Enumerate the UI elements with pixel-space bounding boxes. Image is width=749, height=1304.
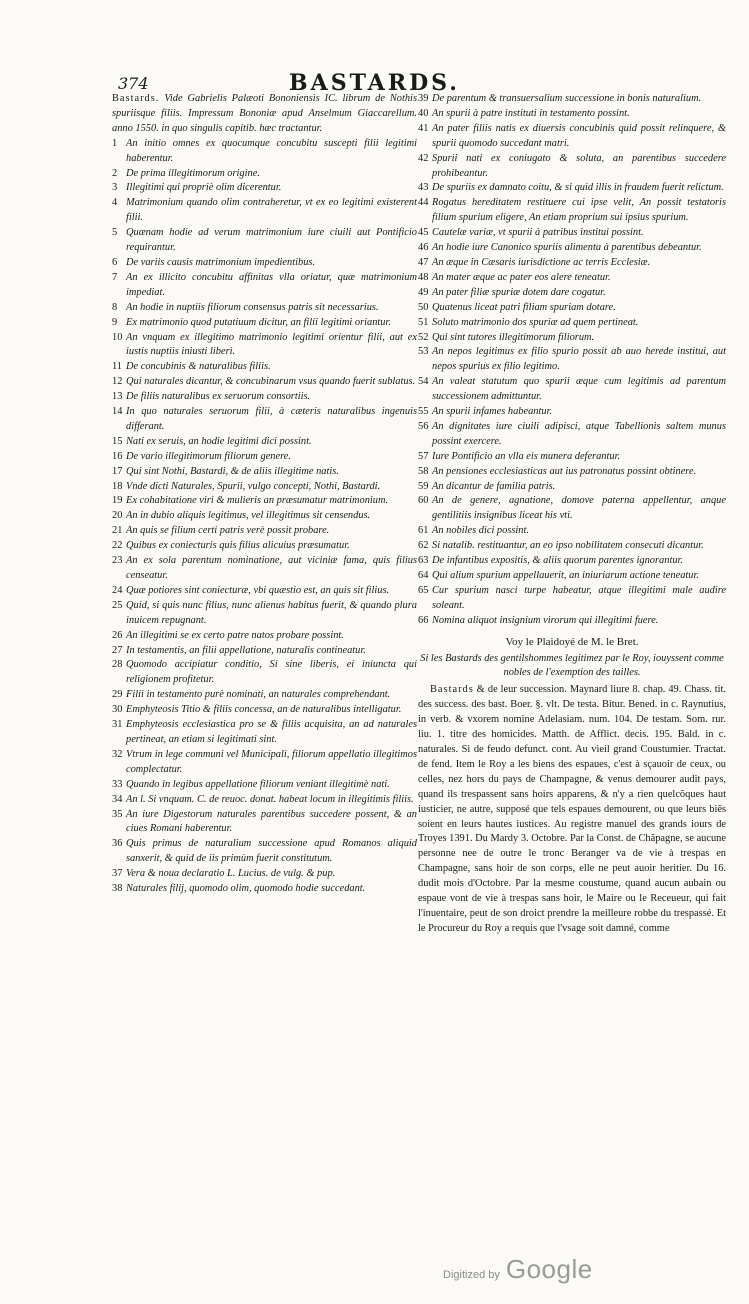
item-number: 17	[112, 465, 123, 477]
list-item	[112, 808, 417, 838]
item-text: Ex cohabitatione viri & mulieris an præsumatur matrimonium.	[126, 495, 389, 507]
item-text: Nomina aliquot insignium virorum qui illegitimi fuere.	[432, 614, 659, 626]
item-number: 8	[112, 301, 118, 313]
section-question: Si les Bastards des gentilshommes legitimez par le Roy, iouyssent comme nobles de l'exemption des tailles.	[420, 652, 724, 679]
right-item-list	[418, 92, 726, 629]
list-item	[112, 748, 417, 778]
see-also-note: Voy le Plaidoyé de M. le Bret.	[505, 635, 639, 648]
item-number: 18	[112, 480, 123, 492]
list-item	[418, 614, 726, 629]
item-number: 14	[112, 406, 123, 418]
item-number: 57	[418, 450, 429, 462]
list-item	[418, 122, 726, 152]
list-item	[418, 480, 726, 495]
list-item	[112, 629, 417, 644]
item-text: Quis primus de naturalium successione apud Romanos aliquid sanxerit, & quid de iis primùm fuerit constitutum.	[126, 838, 417, 865]
list-item	[112, 390, 417, 405]
item-text: An pensiones ecclesiasticas aut ius patronatus possint obtinere.	[432, 465, 697, 477]
item-text: De parentum & transuersalium successione in bonis naturalium.	[432, 93, 702, 104]
item-text: Quibus ex coniecturis quis filius alicuius præsumatur.	[126, 540, 350, 552]
item-text: An in dubio aliquis legitimus, vel illegitimus sit censendus.	[126, 510, 371, 522]
list-item	[112, 316, 417, 331]
item-text: Quatenus liceat patri filiam spuriam dotare.	[432, 301, 616, 313]
item-text: Spurii nati ex coniugato & soluta, an parentibus succedere prohibeantur.	[432, 152, 726, 179]
body-text: & de leur succession. Maynard liure 8. chap. 49. Chass. tit. des success. des bast. Boer. §. vlt. De testa. Bitur. Bened. in c. Raynutius, in verb. & vxorem nomine Adelasiam. num. 104. De testam. Som. rur. liu. 1. titre des homicides. Matth. de Afflict. decis. 195. Bald. in c. naturales. Si de feudo defunct. cont. Au vieil grand Coustumier. Tractat. de fend. Item le Roy a les biens des espaues, c'est à sçauoir de ceux, ou celles, nez hors du pays de Champagne, & venus demourer audit pays, quand ils trespassent sans hoirs apparens, & n'y a rien quelcõques haut iusticier, ne autre, supposé que tels espaues demourent, ou que leurs biẽs soient en leurs hautes iustices. Au registre manuel des grands iours de Troyes 1391. Du Mardy 3. Octobre. Par la Const. de Chãpagne, se aucune personne nee de outre le tronc Beranger va de vie à trespas en Champagne, sans hoir de son corps, elle ne peut auoir heritier. Du 16. dudit mois d'Octobre. Par la mesme coustume, quand aucun aubain ou espaue vont de vie à trespas sans hoir, le Maire ou le Receueur, qui fait l'inuentaire, peut de son droict prendre la meilleure robbe du trespassé. Et le Procureur du Roy a requis que l'vsage soit damné, comme	[418, 684, 726, 934]
item-number: 41	[418, 122, 429, 134]
item-text: De concubinis & naturalibus filiis.	[126, 361, 271, 373]
item-text: Illegitimi qui propriè olim dicerentur.	[126, 182, 282, 194]
item-text: An de genere, agnatione, domove paterna appellentur, anque gentilitiis insignibus liceat his vti.	[432, 495, 726, 522]
list-item	[418, 450, 726, 465]
item-number: 48	[418, 271, 429, 283]
list-item	[112, 778, 417, 793]
item-number: 50	[418, 301, 429, 313]
page-number: 374	[118, 74, 149, 93]
item-text: De vario illegitimorum filiorum genere.	[126, 450, 291, 462]
item-text: In testamentis, an filii appellatione, naturalis contineatur.	[126, 644, 366, 656]
digitized-by-label: Digitized by	[443, 1269, 500, 1281]
item-number: 26	[112, 629, 123, 641]
list-item	[112, 837, 417, 867]
item-number: 7	[112, 271, 118, 283]
list-item	[418, 331, 726, 346]
item-text: Emphyteosis ecclesiastica pro se & filiis acquisita, an ad naturales pertineat, an etiam si legitimati sint.	[126, 719, 417, 745]
list-item	[418, 345, 726, 375]
list-item	[418, 420, 726, 450]
list-item	[112, 256, 417, 271]
item-number: 5	[112, 227, 118, 239]
list-item	[418, 286, 726, 301]
item-number: 39	[418, 93, 429, 104]
item-number: 24	[112, 584, 123, 596]
left-item-list	[112, 137, 417, 897]
list-item	[418, 405, 726, 420]
item-number: 10	[112, 331, 123, 343]
item-number: 15	[112, 435, 123, 447]
right-column	[418, 92, 726, 937]
item-number: 60	[418, 495, 429, 507]
item-text: De infantibus expositis, & aliis quorum parentes ignorantur.	[432, 555, 684, 567]
item-number: 47	[418, 256, 429, 268]
list-item	[112, 494, 417, 509]
item-text: Quando in legibus appellatione filiorum veniant illegitimè nati.	[126, 778, 390, 790]
item-text: Quomodo accipiatur conditio, Si sine liberis, ei iniuncta qui religionem profitetur.	[126, 659, 417, 686]
item-number: 31	[112, 719, 123, 731]
item-text: An hodie iure Canonico spuriis alimenta à parentibus debeantur.	[432, 242, 702, 254]
list-item	[418, 524, 726, 539]
list-item	[112, 137, 417, 167]
item-number: 58	[418, 465, 429, 477]
item-text: An nobiles dici possint.	[432, 525, 529, 537]
watermark	[443, 1254, 593, 1285]
item-number: 9	[112, 316, 118, 328]
item-text: Quæ potiores sint coniecturæ, vbi quæstio est, an quis sit filius.	[126, 584, 390, 596]
item-number: 55	[418, 406, 429, 418]
item-number: 53	[418, 346, 429, 358]
item-text: Si natalib. restituantur, an eo ipso nobilitatem consecuti dicantur.	[432, 540, 704, 552]
list-item	[112, 599, 417, 629]
item-text: Soluto matrimonio dos spuriæ ad quem pertineat.	[432, 316, 639, 328]
item-number: 11	[112, 361, 123, 373]
left-column	[112, 92, 417, 897]
item-number: 2	[112, 167, 118, 179]
item-text: Quid, si quis nunc filius, nunc alienus habitus fuerit, & quando plura inuicem repugnant.	[126, 599, 417, 626]
list-item	[112, 405, 417, 435]
item-number: 21	[112, 525, 123, 537]
item-number: 43	[418, 182, 429, 194]
item-number: 36	[112, 838, 123, 850]
item-number: 34	[112, 793, 123, 805]
item-text: Rogatus hereditatem restituere cui ipse velit, An possit testatoris filium spurium eligere, An etiam proprium sui ipsius spurium.	[432, 197, 726, 224]
list-item	[112, 271, 417, 301]
item-text: An spurii infames habeantur.	[432, 406, 553, 418]
list-item	[112, 181, 417, 196]
item-text: An pater filiis natis ex diuersis concubinis quid possit relinquere, & spurii quomodo succedant matri.	[432, 122, 726, 149]
list-item	[418, 316, 726, 331]
item-text: An iure Digestorum naturales parentibus succedere possent, & an ciues Romani haberentur.	[126, 808, 417, 835]
list-item	[112, 196, 417, 226]
list-item	[112, 584, 417, 599]
item-number: 59	[418, 480, 429, 492]
item-text: In quo naturales seruorum filii, à cæteris naturalibus ingenuis differant.	[126, 406, 417, 432]
item-number: 25	[112, 599, 123, 611]
list-item	[418, 271, 726, 286]
list-item	[418, 539, 726, 554]
item-number: 12	[112, 376, 123, 388]
item-number: 46	[418, 242, 429, 254]
item-text: Nati ex seruis, an hodie legitimi dici possint.	[126, 435, 312, 447]
intro-text: Vide Gabrielis Palæoti Bononiensis IC. librum de Nothis spuriisque filiis. Impressum Bononiæ apud Anselmum Giaccarellum. anno 1550. in quo singulis capitib. hæc tractantur.	[112, 93, 417, 134]
item-text: An mater æque ac pater eos alere teneatur.	[432, 271, 611, 283]
item-text: An spurii à patre instituti in testamento possint.	[432, 107, 630, 119]
item-number: 66	[418, 614, 429, 626]
list-item	[112, 360, 417, 375]
item-number: 45	[418, 227, 429, 239]
item-number: 30	[112, 704, 123, 716]
item-text: An nepos legitimus ex filio spurio possit ab auo herede institui, aut nepos spurius ex filio legitimo.	[432, 346, 726, 373]
body-paragraph	[418, 683, 726, 936]
item-number: 32	[112, 748, 123, 760]
item-text: An ex sola parentum nominatione, aut viciniæ fama, quis filius censeatur.	[126, 555, 417, 581]
item-text: Vtrum in lege communi vel Municipali, filiorum appellatio illegitimos complectatur.	[126, 748, 417, 775]
item-number: 61	[418, 525, 429, 537]
item-text: An æque in Cæsaris iurisdictione ac terris Ecclesiæ.	[432, 256, 651, 268]
list-item	[418, 584, 726, 614]
item-text: An hodie in nuptiis filiorum consensus patris sit necessarius.	[126, 301, 379, 313]
list-item	[418, 256, 726, 271]
list-item	[418, 241, 726, 256]
item-text: Naturales filij, quomodo olim, quomodo hodie succedant.	[126, 883, 366, 895]
list-item	[418, 554, 726, 569]
list-item	[112, 644, 417, 659]
list-item	[112, 167, 417, 182]
list-item	[418, 494, 726, 524]
list-item	[112, 301, 417, 316]
item-number: 4	[112, 197, 118, 209]
item-number: 52	[418, 331, 429, 343]
list-item	[112, 688, 417, 703]
intro-paragraph	[112, 92, 417, 137]
item-number: 62	[418, 540, 429, 552]
list-item	[112, 465, 417, 480]
list-item	[418, 92, 726, 107]
item-text: An dicantur de familia patris.	[432, 480, 556, 492]
item-text: An valeat statutum quo spurii æque cum legitimis ad parentum successionem admittuntur.	[432, 376, 726, 403]
list-item	[112, 480, 417, 495]
list-item	[418, 107, 726, 122]
list-item	[112, 509, 417, 524]
list-item	[112, 539, 417, 554]
list-item	[112, 524, 417, 539]
body-lead: Bastards	[430, 684, 474, 696]
item-text: An quis se filium certi patris verè possit probare.	[126, 525, 330, 537]
item-text: Quænam hodie ad verum matrimonium iure ciuili aut Pontificio requirantur.	[126, 227, 417, 254]
item-number: 54	[418, 376, 429, 388]
item-number: 29	[112, 689, 123, 701]
running-title: BASTARDS.	[289, 70, 460, 96]
item-text: An vnquam ex illegitimo matrimonio legitimi orientur filii, aut ex iustis nuptiis iniusti liberi.	[126, 331, 417, 358]
item-text: Qui naturales dicantur, & concubinarum vsus quando fuerit sublatus.	[126, 376, 416, 388]
item-number: 42	[418, 152, 429, 164]
item-number: 44	[418, 197, 429, 209]
item-text: Qui sint Nothi, Bastardi, & de aliis illegitime natis.	[126, 465, 339, 477]
item-text: Emphyteosis Titio & filiis concessa, an de naturalibus intelligatur.	[126, 704, 402, 716]
list-item	[112, 435, 417, 450]
item-number: 56	[418, 420, 429, 432]
list-item	[112, 867, 417, 882]
intro-lead: Bastards.	[112, 93, 160, 104]
item-text: An initio omnes ex quocumque concubitu suscepti filii legitimi haberentur.	[126, 137, 417, 164]
item-number: 3	[112, 182, 118, 194]
item-text: Qui alium spurium appellauerit, an iniuriarum actione teneatur.	[432, 570, 699, 581]
list-item	[418, 152, 726, 182]
list-item	[112, 375, 417, 390]
list-item	[418, 196, 726, 226]
item-text: Cautelæ variæ, vt spurii à patribus institui possint.	[432, 227, 644, 239]
list-item	[112, 718, 417, 748]
item-number: 51	[418, 316, 429, 328]
item-text: Qui sint tutores illegitimorum filiorum.	[432, 331, 595, 343]
list-item	[112, 554, 417, 584]
item-number: 6	[112, 256, 118, 268]
item-number: 38	[112, 883, 123, 895]
item-number: 23	[112, 555, 123, 567]
item-text: De variis causis matrimonium impedientibus.	[126, 256, 316, 268]
item-text: An pater filiæ spuriæ dotem dare cogatur.	[432, 286, 606, 298]
item-number: 22	[112, 540, 123, 552]
list-item	[418, 569, 726, 584]
item-number: 35	[112, 808, 123, 820]
item-text: An dignitates iure ciuili adipisci, atque Tabellionis saltem munus possint exercere.	[432, 420, 726, 447]
item-text: Vnde dicti Naturales, Spurii, vulgo concepti, Nothi, Bastardi.	[126, 480, 381, 492]
item-number: 63	[418, 555, 429, 567]
item-text: Vera & noua declaratio L. Lucius. de vulg. & pup.	[126, 868, 336, 880]
item-text: Cur spurium nasci turpe habeatur, atque illegitimi male audire soleant.	[432, 584, 726, 611]
list-item	[418, 226, 726, 241]
item-number: 27	[112, 644, 123, 656]
list-item	[112, 703, 417, 718]
list-item	[418, 181, 726, 196]
item-text: Matrimonium quando olim contraheretur, vt ex eo legitimi existerent filii.	[126, 197, 417, 224]
item-text: An ex illicito concubitu affinitas vlla oriatur, quæ matrimonium impediat.	[126, 271, 417, 298]
item-number: 40	[418, 107, 429, 119]
list-item	[112, 658, 417, 688]
item-number: 13	[112, 391, 123, 403]
list-item	[112, 331, 417, 361]
item-number: 20	[112, 510, 123, 522]
item-text: An l. Si vnquam. C. de reuoc. donat. habeat locum in illegitimis filiis.	[126, 793, 414, 805]
list-item	[418, 375, 726, 405]
item-number: 33	[112, 778, 123, 790]
item-number: 37	[112, 868, 123, 880]
list-item	[112, 793, 417, 808]
google-logo: Google	[505, 1254, 593, 1284]
item-text: De filiis naturalibus ex seruorum consortiis.	[126, 391, 311, 403]
list-item	[112, 226, 417, 256]
item-number: 1	[112, 137, 118, 149]
item-number: 64	[418, 570, 429, 581]
item-number: 16	[112, 450, 123, 462]
item-text: Filii in testamento purè nominati, an naturales comprehendant.	[126, 689, 391, 701]
list-item	[112, 882, 417, 897]
list-item	[418, 301, 726, 316]
list-item	[418, 465, 726, 480]
item-number: 28	[112, 659, 123, 671]
item-text: Iure Pontificio an vlla eis munera deferantur.	[432, 450, 621, 462]
item-text: De prima illegitimorum origine.	[126, 167, 260, 179]
item-text: De spuriis ex damnato coitu, & si quid illis in fraudem fuerit relictum.	[432, 182, 724, 194]
item-number: 19	[112, 495, 123, 507]
list-item	[112, 450, 417, 465]
item-number: 49	[418, 286, 429, 298]
item-text: An illegitimi se ex certo patre natos probare possint.	[126, 629, 344, 641]
item-number: 65	[418, 584, 429, 596]
item-text: Ex matrimonio quod putatiuum dicitur, an filii legitimi oriantur.	[126, 316, 391, 328]
